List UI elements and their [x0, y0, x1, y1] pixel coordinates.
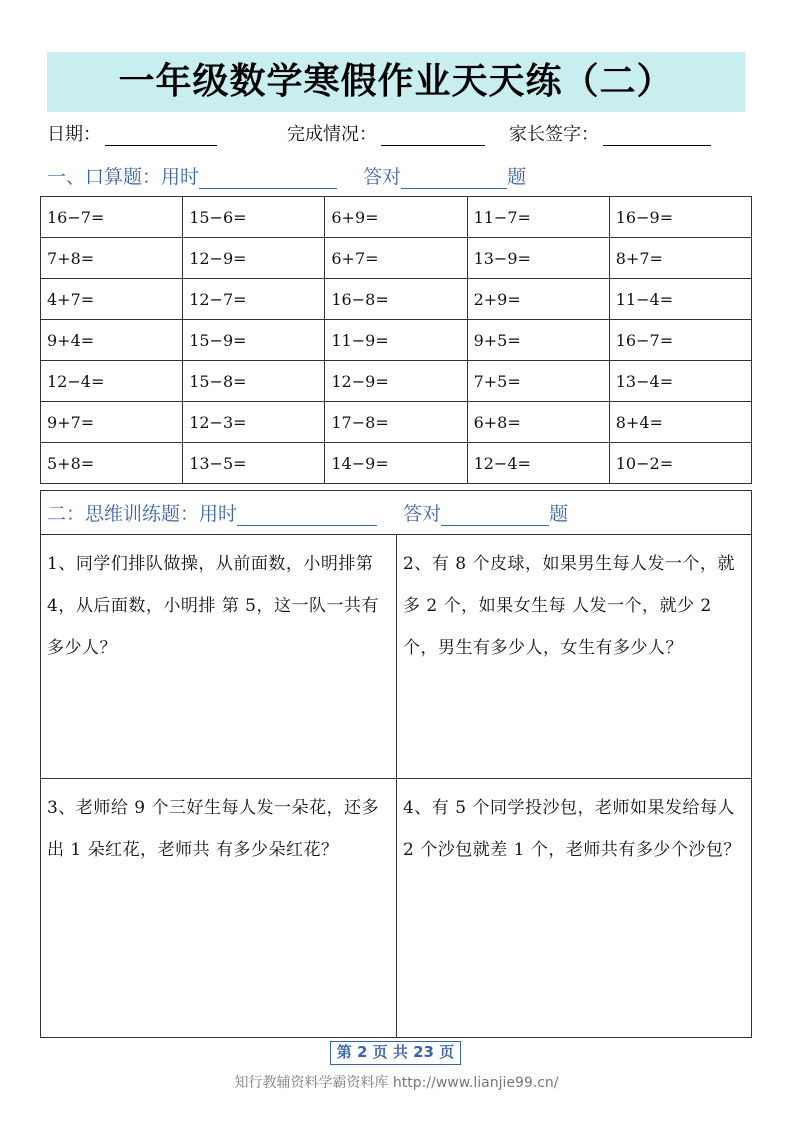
math-problem-cell: 15−8=: [183, 361, 325, 402]
date-label: 日期：: [47, 124, 101, 145]
math-problem-cell: 12−9=: [325, 361, 467, 402]
problem-4: 4、有 5 个同学投沙包，老师如果发给每人 2 个沙包就差 1 个，老师共有多少个沙包？: [403, 798, 741, 860]
math-problem-cell: 12−4=: [467, 443, 609, 484]
section2-unit: 题: [549, 503, 569, 525]
math-problem-cell: 6+9=: [325, 197, 467, 238]
math-problem-cell: 11−4=: [609, 279, 751, 320]
section1-time-blank: [199, 170, 337, 189]
math-problem-cell: 8+4=: [609, 402, 751, 443]
math-problem-cell: 12−9=: [183, 238, 325, 279]
math-problem-cell: 15−6=: [183, 197, 325, 238]
problem-3: 3、老师给 9 个三好生每人发一朵花，还多出 1 朵红花，老师共 有多少朵红花？: [47, 798, 379, 860]
mental-math-table: [40, 196, 752, 484]
section2-correct-blank: [441, 507, 549, 526]
section2-heading: [47, 499, 568, 526]
table-row: [41, 197, 752, 238]
math-problem-cell: 9+4=: [41, 320, 183, 361]
watermark: 知行教辅资料学霸资料库 http://www.lianjie99.cn/: [234, 1075, 559, 1091]
math-problem-cell: 16−9=: [609, 197, 751, 238]
parent-signature-field: [509, 120, 711, 146]
math-problem-cell: 6+7=: [325, 238, 467, 279]
page-indicator: [330, 1041, 461, 1065]
math-problem-cell: 6+8=: [467, 402, 609, 443]
math-problem-cell: 7+5=: [467, 361, 609, 402]
completion-label: 完成情况：: [287, 124, 377, 145]
math-problem-cell: 16−8=: [325, 279, 467, 320]
section1-correct-blank: [401, 170, 507, 189]
section2-heading-text: 二：思维训练题：用时: [47, 503, 238, 525]
math-problem-cell: 5+8=: [41, 443, 183, 484]
math-problem-cell: 12−3=: [183, 402, 325, 443]
math-problem-cell: 10−2=: [609, 443, 751, 484]
table-row: [41, 238, 752, 279]
table-row: [41, 402, 752, 443]
completion-field: [287, 120, 485, 146]
math-problem-cell: 11−9=: [325, 320, 467, 361]
math-problem-cell: 16−7=: [609, 320, 751, 361]
math-problem-cell: 17−8=: [325, 402, 467, 443]
math-problem-cell: 13−9=: [467, 238, 609, 279]
parent-signature-blank: [603, 127, 711, 146]
math-problem-cell: 13−5=: [183, 443, 325, 484]
completion-blank: [381, 127, 485, 146]
math-problem-cell: 4+7=: [41, 279, 183, 320]
section1-heading-text: 一、口算题：用时: [47, 166, 200, 188]
math-problem-cell: 15−9=: [183, 320, 325, 361]
problem-1: 1、同学们排队做操，从前面数，小明排第 4，从后面数，小明排 第 5，这一队一共有多少人？: [47, 554, 379, 658]
page-prefix: 第: [336, 1043, 352, 1061]
math-problem-cell: 14−9=: [325, 443, 467, 484]
table-row: [41, 443, 752, 484]
math-problem-cell: 16−7=: [41, 197, 183, 238]
problem-2: 2、有 8 个皮球，如果男生每人发一个，就多 2 个，如果女生每 人发一个，就少 2 个，男生有多少人，女生有多少人？: [403, 554, 735, 658]
date-field: [47, 120, 217, 146]
section2-time-blank: [237, 507, 377, 526]
math-problem-cell: 8+7=: [609, 238, 751, 279]
date-blank: [105, 127, 217, 146]
page-total: 23: [413, 1043, 434, 1061]
math-problem-cell: 9+7=: [41, 402, 183, 443]
table-row: [41, 279, 752, 320]
section1-unit: 题: [507, 166, 527, 188]
parent-signature-label: 家长签字：: [509, 124, 599, 145]
math-problem-cell: 13−4=: [609, 361, 751, 402]
math-problem-cell: 12−7=: [183, 279, 325, 320]
section2-correct-label: 答对: [403, 503, 442, 525]
section1-correct-label: 答对: [363, 166, 402, 188]
thinking-problems-box: [40, 490, 752, 1038]
page-suffix: 页: [439, 1043, 455, 1061]
math-problem-cell: 7+8=: [41, 238, 183, 279]
page-number: 2: [356, 1043, 368, 1061]
table-row: [41, 320, 752, 361]
info-row: [47, 120, 747, 150]
math-problem-cell: 2+9=: [467, 279, 609, 320]
math-problem-cell: 11−7=: [467, 197, 609, 238]
math-problem-cell: 12−4=: [41, 361, 183, 402]
section2-header-row: [41, 491, 751, 535]
section1-heading: [47, 162, 526, 189]
page-mid: 页 共: [372, 1043, 408, 1061]
table-row: [41, 361, 752, 402]
page-title: 一年级数学寒假作业天天练（二）: [118, 61, 674, 102]
math-problem-cell: 9+5=: [467, 320, 609, 361]
